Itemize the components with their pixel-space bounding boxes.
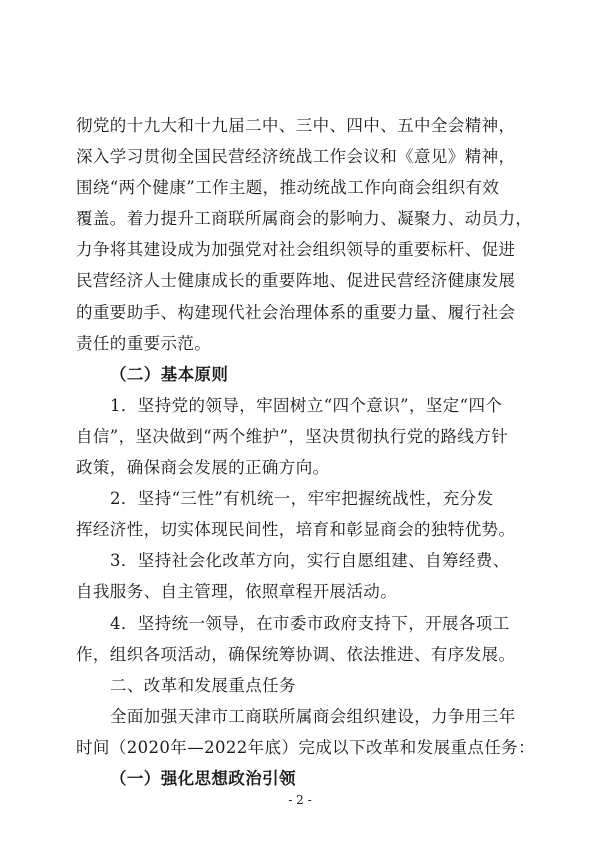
paragraph-line: 全面加强天津市工商联所属商会组织建设，力争用三年 <box>110 706 516 726</box>
principle-line: 3．坚持社会化改革方向，实行自愿组建、自筹经费、 <box>110 551 510 571</box>
principle-line: 1．坚持党的领导，牢固树立“四个意识”，坚定“四个 <box>110 395 503 415</box>
paragraph-line: 彻党的十九大和十九届二中、三中、四中、五中全会精神， <box>76 116 516 135</box>
paragraph-line: 力争将其建设成为加强党对社会组织领导的重要标杆、促进 <box>76 240 516 260</box>
paragraph-line: 民营经济人士健康成长的重要阵地、促进民营经济健康发展 <box>76 271 516 291</box>
principle-line: 挥经济性，切实体现民间性，培育和彰显商会的独特优势。 <box>76 520 516 540</box>
paragraph-line: 围绕“两个健康”工作主题，推动统战工作向商会组织有效 <box>76 178 500 198</box>
subsection-heading-political-guidance: （一）强化思想政治引领 <box>110 768 296 788</box>
principle-line: 4．坚持统一领导，在市委市政府支持下，开展各项工 <box>110 613 510 633</box>
paragraph-line: 责任的重要示范。 <box>76 333 212 353</box>
principle-line: 自我服务、自主管理，依照章程开展活动。 <box>76 582 398 602</box>
paragraph-line: 时间（2020年—2022年底）完成以下改革和发展重点任务： <box>76 737 535 757</box>
paragraph-line: 覆盖。着力提升工商联所属商会的影响力、凝聚力、动员力， <box>76 209 533 229</box>
paragraph-line: 的重要助手、构建现代社会治理体系的重要力量、履行社会 <box>76 302 516 322</box>
principle-line: 自信”，坚决做到“两个维护”，坚决贯彻执行党的路线方针 <box>76 426 509 446</box>
document-body <box>76 110 536 794</box>
page-number: - 2 - <box>288 793 312 807</box>
principle-line: 政策，确保商会发展的正确方向。 <box>76 458 330 478</box>
section-heading-key-tasks: 二、改革和发展重点任务 <box>110 675 296 695</box>
section-heading-basic-principles: （二）基本原则 <box>110 364 229 384</box>
paragraph-line: 深入学习贯彻全国民营经济统战工作会议和《意见》精神， <box>76 147 516 167</box>
principle-line: 2．坚持“三性”有机统一，牢牢把握统战性，充分发 <box>110 489 494 509</box>
principle-line: 作，组织各项活动，确保统筹协调、依法推进、有序发展。 <box>76 644 516 664</box>
